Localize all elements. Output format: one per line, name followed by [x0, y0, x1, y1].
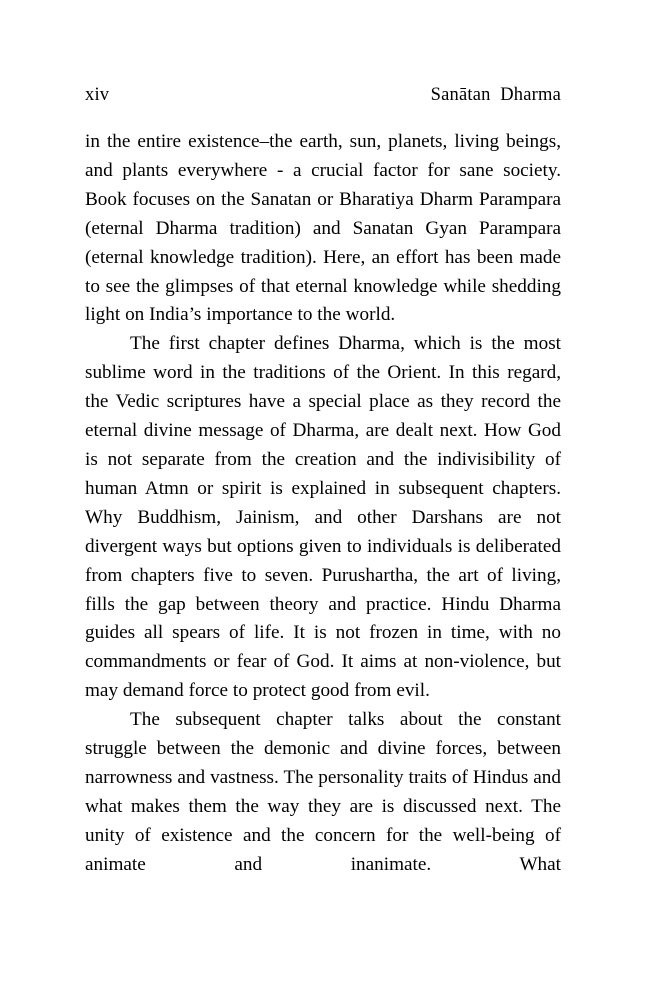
page-number: xiv [85, 85, 110, 105]
book-title: Sanātan Dharma [430, 85, 561, 105]
paragraph-subsequent-chapter: The subsequent chapter talks about the constant struggle between the demonic and divine forces, between narrowness and vastness. The personality traits of Hindus and what makes them the way they are is discussed next. The unity of existence and the concern for the well-being of animate and inanimate. What [85, 709, 561, 875]
paragraph-continued: in the entire existence–the earth, sun, planets, living beings, and plants everywhere - a crucial factor for sane society. Book focuses on the Sanatan or Bharatiya Dharm Parampara (eternal Dharma tradition) and Sanatan Gyan Parampara (eternal knowledge tradition). Here, an effort has been made to see the glimpses of that eternal knowledge while shedding light on India’s importance to the world. [85, 131, 561, 326]
running-head [85, 84, 561, 106]
body-text-block [85, 128, 561, 880]
paragraph-first-chapter: The first chapter defines Dharma, which is the most sublime word in the traditions of the Orient. In this regard, the Vedic scriptures have a special place as they record the eternal divine message of Dharma, are dealt next. How God is not separate from the creation and the indivisibility of human Atmn or spirit is explained in subsequent chapters. Why Buddhism, Jainism, and other Darshans are not divergent ways but options given to individuals is deliberated from chapters five to seven. Purushartha, the art of living, fills the gap between theory and practice. Hindu Dharma guides all spears of life. It is not frozen in time, with no commandments or fear of God. It aims at non-violence, but may demand force to protect good from evil. [85, 333, 561, 702]
